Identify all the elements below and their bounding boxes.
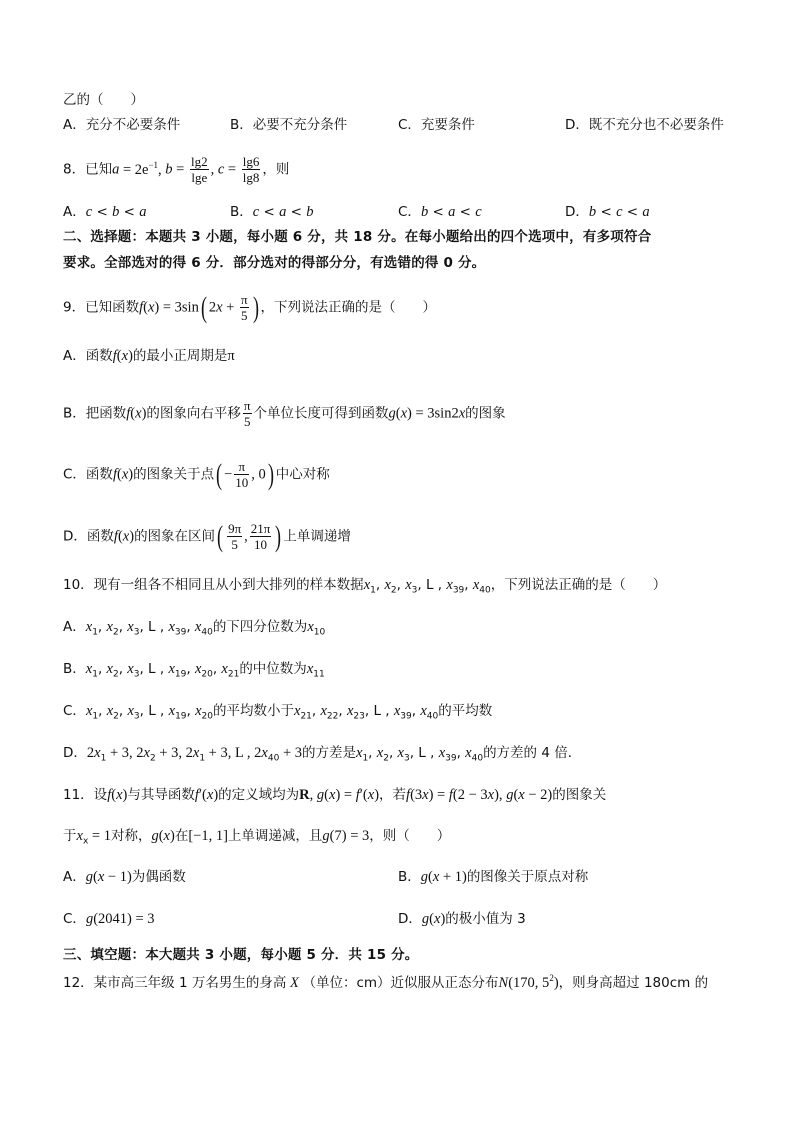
q11-options-row1 bbox=[63, 867, 732, 887]
q7-option-d: D．既不充分也不必要条件 bbox=[565, 117, 724, 133]
q8-option-b: B．c < a < b bbox=[230, 204, 314, 220]
q10-option-a: A．$x_1$, $x_2$, $x_3$, L , $x_{39}$, $x_{40}$的下四分位数为$x_{10}$ bbox=[63, 619, 326, 638]
q7-tail: 乙的（ ） bbox=[63, 92, 144, 108]
q10-option-b: B．$x_1$, $x_2$, $x_3$, L , $x_{19}$, $x_{20}$, $x_{21}$的中位数为$x_{11}$ bbox=[63, 661, 325, 680]
q11-option-b: B．g(x + 1)的图像关于原点对称 bbox=[398, 869, 589, 885]
q11-option-d: D．g(x)的极小值为 3 bbox=[398, 911, 526, 927]
q8-options bbox=[63, 202, 732, 222]
q9-stem: 9．已知函数f(x) = 3sin( 2x + $\frac{\pi}{5}$ ) ，下列说法正确的是（ ） bbox=[63, 290, 437, 324]
section-2-heading-line1: 二、选择题：本题共 3 小题，每小题 6 分，共 18 分。在每小题给出的四个选项中，有多项符合 bbox=[63, 229, 652, 245]
q7-option-a: A．充分不必要条件 bbox=[63, 117, 181, 133]
q8-prefix: 8．已知 bbox=[63, 161, 113, 178]
q9-option-d: D．函数f(x)的图象在区间( $\frac{9\pi}{5}$ , $\frac{21\pi}{10}$ ) 上单调递增 bbox=[63, 519, 351, 553]
q11-stem-line1: 11．设f(x)与其导函数f′(x)的定义域均为R, g(x) = f′(x)，若f(3x) = f(2 − 3x), g(x − 2)的图象关 bbox=[63, 787, 607, 803]
q9-option-a: A．函数f(x)的最小正周期是π bbox=[63, 348, 235, 364]
q8-suffix: ，则 bbox=[262, 161, 290, 178]
q11-option-c: C．g(2041) = 3 bbox=[63, 911, 155, 927]
q10-option-c: C．$x_1$, $x_2$, $x_3$, L , $x_{19}$, $x_{20}$的平均数小于$x_{21}$, $x_{22}$, $x_{23}$, L , $x_{39}$, $x_{40}$的平均数 bbox=[63, 703, 493, 722]
q8-option-d: D．b < c < a bbox=[565, 204, 650, 220]
q11-stem-line2: 于$x_x = 1$对称，g(x)在[−1, 1]上单调递减，且g(7) = 3，则（ ） bbox=[63, 828, 451, 847]
q11-option-a: A．g(x − 1)为偶函数 bbox=[63, 869, 186, 885]
q7-option-c: C．充要条件 bbox=[398, 117, 475, 133]
q7-options bbox=[63, 115, 732, 135]
q9-option-b: B．把函数f(x)的图象向右平移 $\frac{\pi}{5}$ 个单位长度可得到函数g(x) = 3sin2x的图象 bbox=[63, 398, 506, 429]
q11-options-row2 bbox=[63, 909, 732, 929]
q7-option-b: B．必要不充分条件 bbox=[230, 117, 348, 133]
q8-option-a: A．c < b < a bbox=[63, 204, 147, 220]
q10-option-d: D．$2x_1 + 3$, $2x_2 + 3$, $2x_1 + 3$, L , $2x_{40} + 3$的方差是$x_1$, $x_2$, $x_3$, L , $x_{39}$, $x_{40}$的方差的 4 倍． bbox=[63, 745, 582, 764]
section-2-heading-line2: 要求。全部选对的得 6 分．部分选对的得部分分，有选错的得 0 分。 bbox=[63, 255, 486, 271]
q12-stem: 12．某市高三年级 1 万名男生的身高 X （单位：cm）近似服从正态分布N(170, $5^2$)，则身高超过 180cm 的 bbox=[63, 973, 709, 991]
q8-stem: 8．已知$a = 2e^{-1}$, b = $\frac{\lg 2}{\lg e}$ , c = $\frac{\lg 6}{\lg 8}$ ，则 bbox=[63, 154, 290, 185]
q8-option-c: C．b < a < c bbox=[398, 204, 482, 220]
q9-option-c: C．函数f(x)的图象关于点( − $\frac{\pi}{10}$ , 0) 中心对称 bbox=[63, 457, 330, 491]
q10-stem: 10．现有一组各不相同且从小到大排列的样本数据$x_1$, $x_2$, $x_3$, L , $x_{39}$, $x_{40}$，下列说法正确的是（ ） bbox=[63, 577, 667, 596]
section-3-heading: 三、填空题：本大题共 3 小题，每小题 5 分．共 15 分。 bbox=[63, 947, 419, 963]
